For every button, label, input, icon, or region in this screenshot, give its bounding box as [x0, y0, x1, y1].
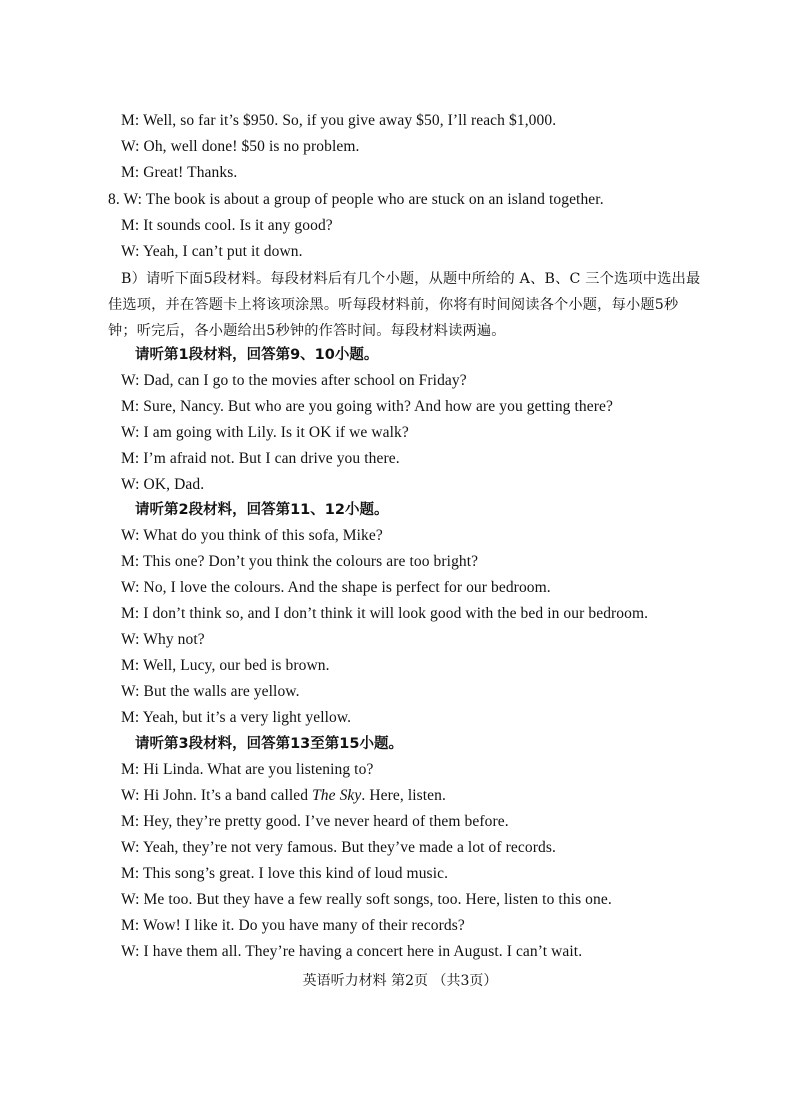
instruction-text: B）请听下面5段材料。每段材料后有几个小题，从题中所给的 A、B、C 三个选项中选出最佳选项，并在答题卡上将该项涂黑。听每段材料前，你将有时间阅读各个小题，每小题5秒钟；听完后，各小题给出5秒钟的作答时间。每段材料读两遍。 — [108, 271, 701, 339]
dialogue-line: M: I’m afraid not. But I can drive you there. — [121, 450, 400, 467]
passage-2-heading: 请听第2段材料，回答第11、12小题。 — [135, 502, 389, 518]
band-name: The Sky — [312, 787, 362, 804]
dialogue-line: M: Well, Lucy, our bed is brown. — [121, 657, 330, 674]
page-footer: 英语听力材料 第2页 （共3页） — [302, 973, 498, 989]
dialogue-line: W: Why not? — [121, 631, 205, 648]
dialogue-line: M: This song’s great. I love this kind of loud music. — [121, 865, 449, 882]
dialogue-line — [121, 786, 446, 806]
dialogue-line: W: I am going with Lily. Is it OK if we walk? — [121, 424, 409, 441]
dialogue-line: W: Me too. But they have a few really soft songs, too. Here, listen to this one. — [121, 891, 612, 908]
item-number: 8. — [108, 191, 120, 208]
dialogue-line: M: Great! Thanks. — [121, 164, 238, 181]
dialogue-line: M: Wow! I like it. Do you have many of their records? — [121, 917, 465, 934]
dialogue-line: W: What do you think of this sofa, Mike? — [121, 527, 383, 544]
dialogue-line: W: Oh, well done! $50 is no problem. — [121, 138, 360, 155]
dialogue-line: W: No, I love the colours. And the shape is perfect for our bedroom. — [121, 579, 551, 596]
dialogue-line: M: Sure, Nancy. But who are you going with? And how are you getting there? — [121, 398, 613, 415]
dialogue-line: W: Yeah, I can’t put it down. — [121, 243, 303, 260]
dialogue-line: M: This one? Don’t you think the colours are too bright? — [121, 553, 479, 570]
dialogue-line: W: I have them all. They’re having a concert here in August. I can’t wait. — [121, 943, 583, 960]
dialogue-line: M: Well, so far it’s $950. So, if you give away $50, I’ll reach $1,000. — [121, 112, 557, 129]
dialogue-line: M: Yeah, but it’s a very light yellow. — [121, 709, 352, 726]
dialogue-line: M: It sounds cool. Is it any good? — [121, 217, 333, 234]
passage-1-heading: 请听第1段材料，回答第9、10小题。 — [135, 347, 379, 363]
dialogue-line: W: But the walls are yellow. — [121, 683, 300, 700]
dialogue-line: W: The book is about a group of people who are stuck on an island together. — [123, 191, 604, 208]
passage-3-heading: 请听第3段材料，回答第13至第15小题。 — [135, 736, 403, 752]
section-b-instruction — [108, 266, 703, 344]
dialogue-line: W: OK, Dad. — [121, 476, 205, 493]
dialogue-line: M: Hey, they’re pretty good. I’ve never heard of them before. — [121, 813, 509, 830]
item-8-first-line — [108, 190, 604, 210]
dialogue-text: . Here, listen. — [361, 787, 446, 804]
dialogue-line: W: Yeah, they’re not very famous. But they’ve made a lot of records. — [121, 839, 556, 856]
dialogue-line: M: Hi Linda. What are you listening to? — [121, 761, 374, 778]
dialogue-line: W: Dad, can I go to the movies after school on Friday? — [121, 372, 467, 389]
dialogue-line: M: I don’t think so, and I don’t think it will look good with the bed in our bedroom. — [121, 605, 649, 622]
dialogue-text: W: Hi John. It’s a band called — [121, 787, 313, 804]
